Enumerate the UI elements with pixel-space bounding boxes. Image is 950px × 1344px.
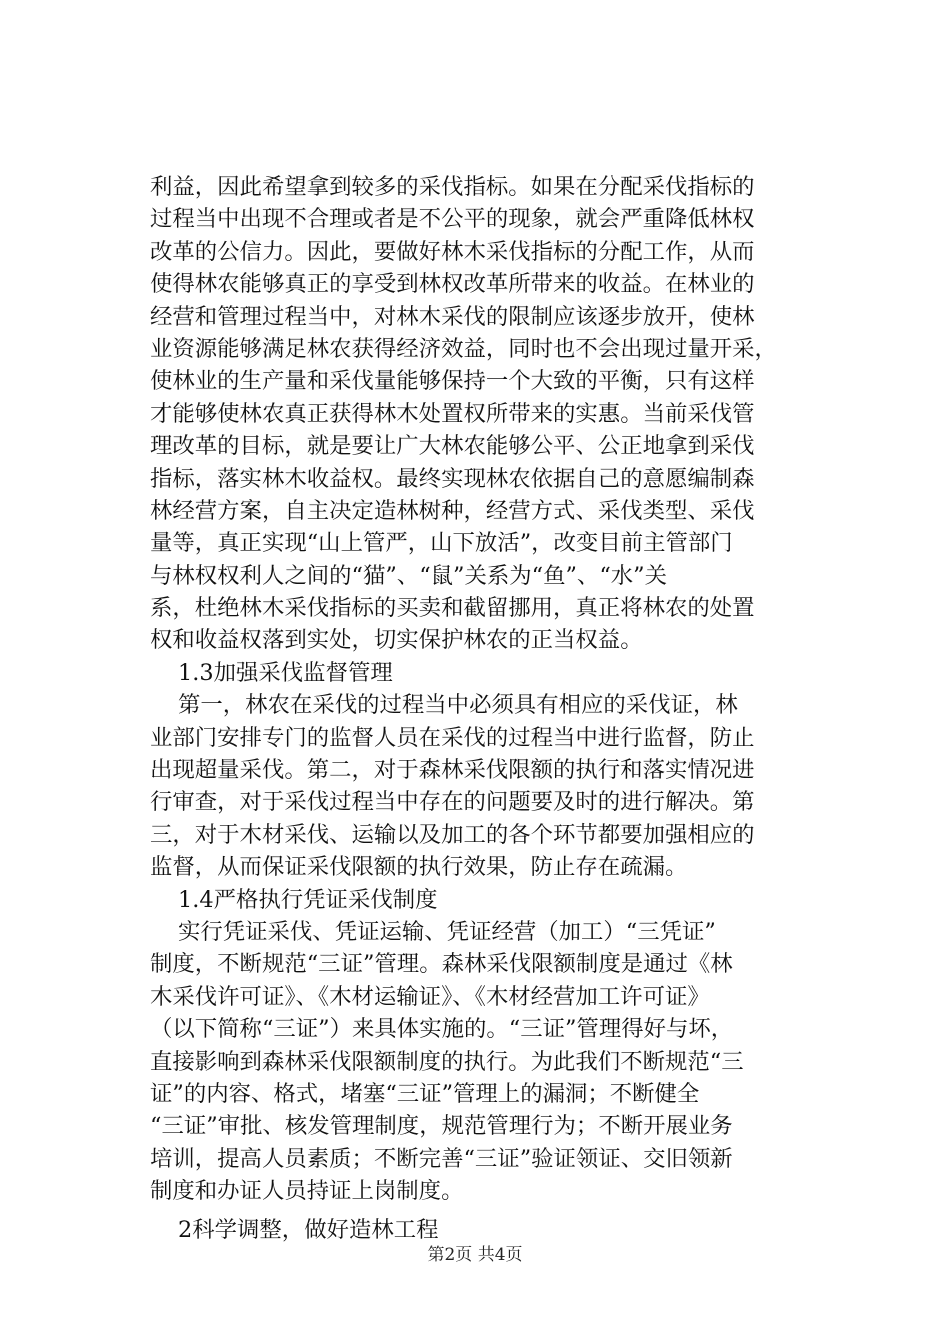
text-line: 培训，提高人员素质；不断完善“三证”验证领证、交旧领新 [150, 1145, 733, 1172]
text-line: （以下简称“三证”）来具体实施的。“三证”管理得好与坏， [150, 1016, 734, 1043]
text-line: 业资源能够满足林农获得经济效益，同时也不会出现过量开采， [150, 335, 777, 362]
text-line: 使林业的生产量和采伐量能够保持一个大致的平衡，只有这样 [150, 368, 755, 395]
text-line: 出现超量采伐。第二，对于森林采伐限额的执行和落实情况进 [150, 757, 755, 784]
text-line: 制度和办证人员持证上岗制度。 [150, 1178, 464, 1205]
text-line: 第一，林农在采伐的过程当中必须具有相应的采伐证，林 [178, 692, 738, 719]
text-line: 监督，从而保证采伐限额的执行效果，防止存在疏漏。 [150, 854, 688, 881]
text-line: 证”的内容、格式，堵塞“三证”管理上的漏洞；不断健全 [150, 1080, 700, 1107]
text-line: 三，对于木材采伐、运输以及加工的各个环节都要加强相应的 [150, 821, 755, 848]
text-line: 权和收益权落到实处，切实保护林农的正当权益。 [150, 627, 643, 654]
section-heading: 1.3加强采伐监督管理 [178, 659, 393, 686]
text-line: 木采伐许可证》、《木材运输证》、《木材经营加工许可证》 [150, 983, 710, 1010]
text-line: 系，杜绝林木采伐指标的买卖和截留挪用，真正将林农的处置 [150, 595, 755, 622]
text-line: 与林权权利人之间的“猫”、“鼠”关系为“鱼”、“水”关 [150, 562, 667, 589]
text-line: 改革的公信力。因此，要做好林木采伐指标的分配工作，从而 [150, 238, 755, 265]
text-line: 业部门安排专门的监督人员在采伐的过程当中进行监督，防止 [150, 724, 755, 751]
text-line: 量等，真正实现“山上管严，山下放活”，改变目前主管部门 [150, 530, 733, 557]
text-line: 指标，落实林木收益权。最终实现林农依据自己的意愿编制森 [150, 465, 755, 492]
text-line: “三证”审批、核发管理制度，规范管理行为；不断开展业务 [150, 1113, 733, 1140]
text-line: 过程当中出现不合理或者是不公平的现象，就会严重降低林权 [150, 206, 755, 233]
text-line: 理改革的目标，就是要让广大林农能够公平、公正地拿到采伐 [150, 433, 755, 460]
text-line: 制度，不断规范“三证”管理。森林采伐限额制度是通过《林 [150, 951, 733, 978]
section-heading: 1.4严格执行凭证采伐制度 [178, 886, 438, 913]
document-body [150, 171, 810, 1246]
text-line: 实行凭证采伐、凭证运输、凭证经营（加工）“三凭证” [178, 918, 716, 945]
text-line: 直接影响到森林采伐限额制度的执行。为此我们不断规范“三 [150, 1048, 744, 1075]
text-line: 林经营方案，自主决定造林树种，经营方式、采伐类型、采伐 [150, 497, 755, 524]
text-line: 利益，因此希望拿到较多的采伐指标。如果在分配采伐指标的 [150, 174, 755, 200]
text-line: 使得林农能够真正的享受到林权改革所带来的收益。在林业的 [150, 271, 755, 298]
text-line: 行审查，对于采伐过程当中存在的问题要及时的进行解决。第 [150, 789, 755, 816]
page-footer: 第2页 共4页 [427, 1245, 523, 1265]
text-line: 经营和管理过程当中，对林木采伐的限制应该逐步放开，使林 [150, 303, 755, 330]
text-line: 才能够使林农真正获得林木处置权所带来的实惠。当前采伐管 [150, 400, 755, 427]
section-heading: 2科学调整，做好造林工程 [178, 1216, 439, 1243]
